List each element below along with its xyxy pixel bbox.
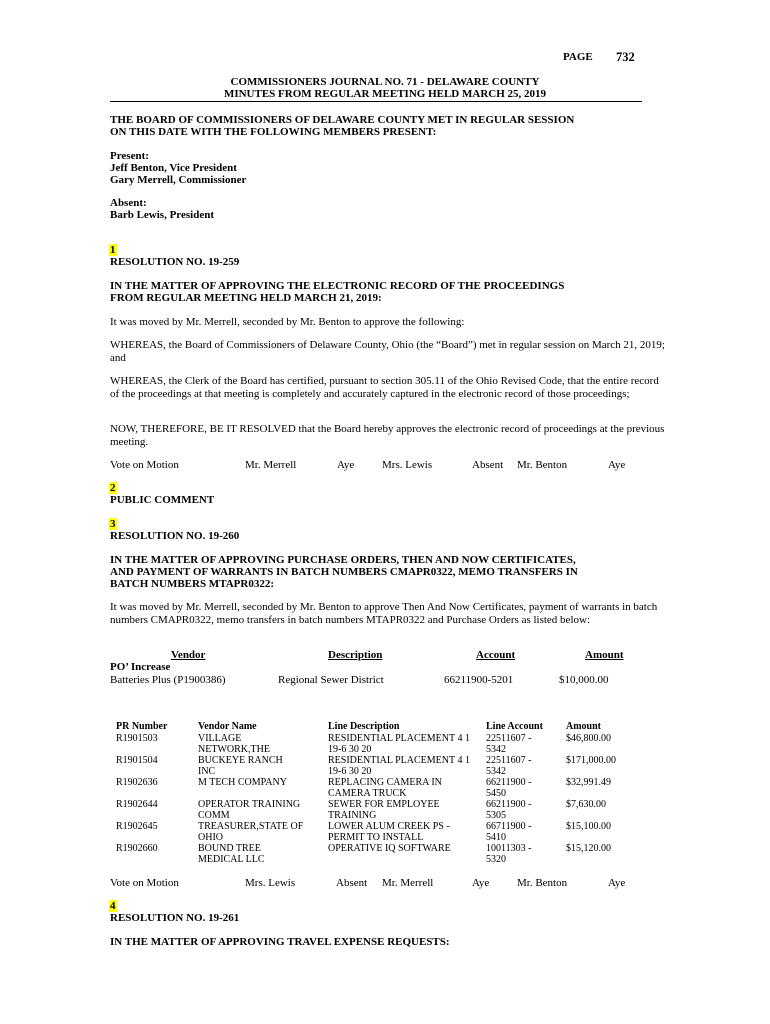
pr-vendor: OPERATOR TRAINING COMM: [198, 799, 301, 821]
pr-table-header: [112, 721, 640, 733]
resolution-19-259: RESOLUTION NO. 19-259: [110, 256, 240, 268]
pr-vendor: M TECH COMPANY: [198, 777, 287, 788]
pr-description: LOWER ALUM CREEK PS - PERMIT TO INSTALL: [328, 821, 450, 843]
vote-value-3: Aye: [608, 877, 626, 889]
vote-value-1: Absent: [336, 877, 368, 889]
po-section-label: PO’ Increase: [110, 661, 171, 673]
journal-title: COMMISSIONERS JOURNAL NO. 71 - DELAWARE COUNTY: [230, 76, 540, 88]
table-row: [112, 733, 640, 755]
vote-name-1: Mrs. Lewis: [245, 877, 296, 889]
table-row: [112, 777, 640, 799]
po-header-description: Description: [328, 649, 383, 661]
vote-name-3: Mr. Benton: [517, 877, 568, 889]
pr-vendor: VILLAGE NETWORK,THE: [198, 733, 270, 755]
vote-label: Vote on Motion: [110, 877, 179, 889]
item1-moved: It was moved by Mr. Merrell, seconded by Mr. Benton to approve the following:: [110, 316, 465, 328]
vote-value-2: Absent: [472, 459, 504, 471]
pr-number: R1902660: [116, 843, 158, 854]
pr-number: R1901504: [116, 755, 158, 766]
pr-amount: $7,630.00: [566, 799, 606, 810]
resolution-19-261: RESOLUTION NO. 19-261: [110, 912, 240, 924]
public-comment-heading: PUBLIC COMMENT: [110, 494, 215, 506]
meeting-title: MINUTES FROM REGULAR MEETING HELD MARCH 25, 2019: [223, 88, 547, 100]
present-label: Present:: [110, 150, 149, 162]
pr-number: R1902636: [116, 777, 158, 788]
present-member-1: Jeff Benton, Vice President: [110, 162, 237, 174]
pr-amount: $32,991.49: [566, 777, 611, 788]
vote-name-1: Mr. Merrell: [245, 459, 297, 471]
table-row: [112, 821, 640, 843]
po-row-account: 66211900-5201: [444, 674, 514, 686]
item1-whereas-2: WHEREAS, the Clerk of the Board has certified, pursuant to section 305.11 of the Ohio Revised Code, that the entire record of the proceedings at that meeting is completely and accurately captured in the electronic record of those proceedings;: [110, 375, 659, 400]
vote-name-2: Mr. Merrell: [382, 877, 434, 889]
item-number-1: 1: [110, 244, 116, 256]
pr-account: 10011303 - 5320: [486, 843, 532, 865]
pr-number: R1901503: [116, 733, 158, 744]
item3-title-line-3: BATCH NUMBERS MTAPR0322:: [110, 578, 274, 590]
pr-amount: $15,120.00: [566, 843, 611, 854]
table-row: [112, 799, 640, 821]
pr-col-account: Line Account: [486, 721, 543, 732]
item1-whereas-1: WHEREAS, the Board of Commissioners of Delaware County, Ohio (the “Board”) met in regular session on March 21, 2019; and: [110, 339, 665, 364]
po-header-vendor: Vendor: [171, 649, 206, 661]
pr-col-number: PR Number: [116, 721, 168, 732]
pr-vendor: BOUND TREE MEDICAL LLC: [198, 843, 265, 865]
pr-amount: $15,100.00: [566, 821, 611, 832]
pr-vendor: TREASURER,STATE OF OHIO: [198, 821, 304, 843]
po-row-amount: $10,000.00: [559, 674, 609, 686]
intro-line-2: ON THIS DATE WITH THE FOLLOWING MEMBERS PRESENT:: [110, 126, 437, 138]
po-row-vendor: Batteries Plus (P1900386): [110, 674, 226, 686]
pr-number: R1902645: [116, 821, 158, 832]
absent-member-1: Barb Lewis, President: [110, 209, 214, 221]
pr-col-amount: Amount: [566, 721, 602, 732]
pr-account: 22511607 - 5342: [486, 733, 532, 755]
pr-table: [112, 721, 640, 865]
vote-value-3: Aye: [608, 459, 626, 471]
po-row-description: Regional Sewer District: [278, 674, 384, 686]
item-number-2: 2: [110, 482, 116, 494]
header-divider: [110, 101, 642, 102]
pr-description: REPLACING CAMERA IN CAMERA TRUCK: [328, 777, 442, 799]
po-header-account: Account: [476, 649, 516, 661]
absent-label: Absent:: [110, 197, 147, 209]
item4-title-line-1: IN THE MATTER OF APPROVING TRAVEL EXPENSE REQUESTS:: [110, 936, 450, 948]
table-row: [112, 843, 640, 865]
pr-account: 22511607 - 5342: [486, 755, 532, 777]
page-number: 732: [616, 50, 635, 64]
item1-title-line-1: IN THE MATTER OF APPROVING THE ELECTRONIC RECORD OF THE PROCEEDINGS: [110, 280, 565, 292]
vote-value-1: Aye: [337, 459, 355, 471]
pr-account: 66211900 - 5305: [486, 799, 532, 821]
item1-therefore: NOW, THEREFORE, BE IT RESOLVED that the Board hereby approves the electronic record of proceedings at the previous meeting.: [110, 423, 665, 448]
pr-amount: $171,000.00: [566, 755, 616, 766]
item3-title-line-1: IN THE MATTER OF APPROVING PURCHASE ORDERS, THEN AND NOW CERTIFICATES,: [110, 554, 576, 566]
intro-line-1: THE BOARD OF COMMISSIONERS OF DELAWARE COUNTY MET IN REGULAR SESSION: [110, 114, 575, 126]
item-number-3: 3: [110, 518, 116, 530]
pr-description: RESIDENTIAL PLACEMENT 4 1 19-6 30 20: [328, 733, 470, 755]
page-label: PAGE: [563, 51, 593, 63]
po-header-amount: Amount: [585, 649, 624, 661]
item3-moved: It was moved by Mr. Merrell, seconded by Mr. Benton to approve Then And Now Certificates, payment of warrants in batch numbers CMAPR0322, memo transfers in batch numbers MTAPR0322 and Purchase Orders as listed below:: [110, 601, 658, 626]
present-member-2: Gary Merrell, Commissioner: [110, 174, 247, 186]
pr-amount: $46,800.00: [566, 733, 611, 744]
pr-col-vendor: Vendor Name: [198, 721, 257, 732]
item3-title-line-2: AND PAYMENT OF WARRANTS IN BATCH NUMBERS CMAPR0322, MEMO TRANSFERS IN: [110, 566, 578, 578]
pr-vendor: BUCKEYE RANCH INC: [198, 755, 283, 777]
item-number-4: 4: [110, 900, 116, 912]
pr-description: RESIDENTIAL PLACEMENT 4 1 19-6 30 20: [328, 755, 470, 777]
vote-label: Vote on Motion: [110, 459, 179, 471]
pr-description: OPERATIVE IQ SOFTWARE: [328, 843, 451, 854]
pr-account: 66211900 - 5450: [486, 777, 532, 799]
pr-description: SEWER FOR EMPLOYEE TRAINING: [328, 799, 440, 821]
vote-name-3: Mr. Benton: [517, 459, 568, 471]
pr-col-description: Line Description: [328, 721, 400, 732]
pr-account: 66711900 - 5410: [486, 821, 532, 843]
item1-title-line-2: FROM REGULAR MEETING HELD MARCH 21, 2019:: [110, 292, 382, 304]
table-row: [112, 755, 640, 777]
vote-name-2: Mrs. Lewis: [382, 459, 433, 471]
vote-value-2: Aye: [472, 877, 490, 889]
resolution-19-260: RESOLUTION NO. 19-260: [110, 530, 240, 542]
pr-number: R1902644: [116, 799, 158, 810]
